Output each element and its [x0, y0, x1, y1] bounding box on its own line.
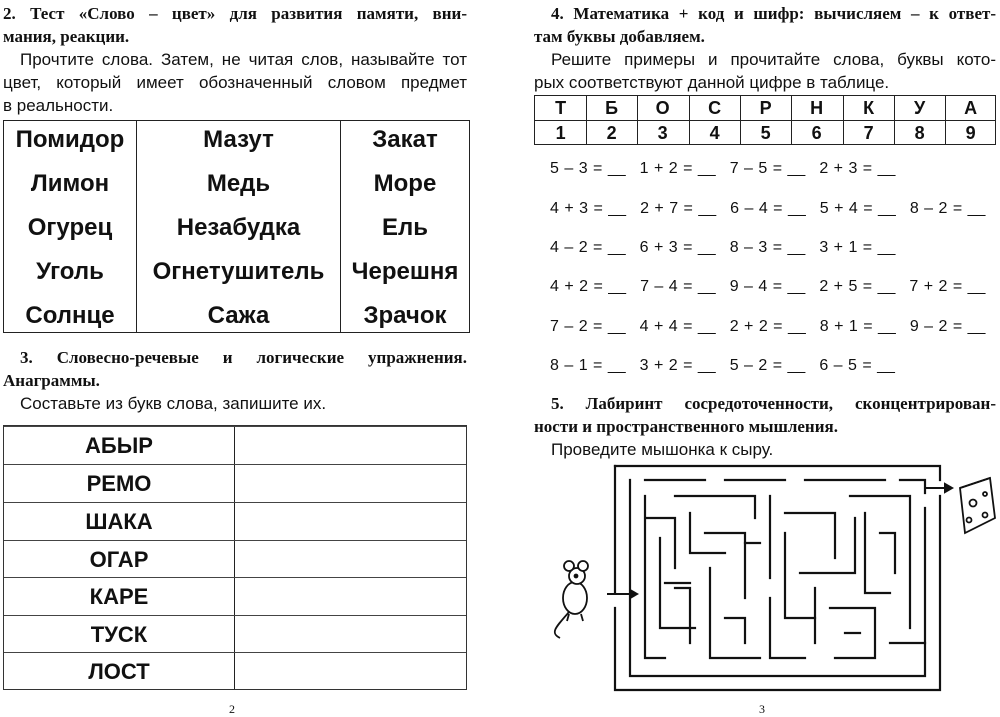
anagram-word: КАРЕ [89, 584, 149, 609]
task4-title-line2: там буквы добавляем. [534, 27, 705, 46]
equation: 5 – 3 = __ [550, 160, 626, 177]
table-row [4, 502, 466, 540]
equation: 6 + 3 = __ [639, 239, 716, 256]
letter-code-table [534, 95, 996, 145]
word-column-3 [341, 121, 469, 332]
equation: 7 – 2 = __ [550, 318, 626, 335]
code-letter: Н [810, 98, 824, 118]
equation-row [550, 278, 999, 296]
task3-title-line2: Анаграммы. [3, 371, 100, 390]
code-letter: С [708, 98, 722, 118]
equation: 4 + 3 = __ [550, 200, 627, 217]
word-color-table [3, 120, 470, 333]
equation-row [550, 239, 909, 257]
word-cell: Сажа [207, 302, 270, 329]
word-cell: Медь [206, 170, 271, 197]
task5-title-line1: 5. Лабиринт сосредоточенности, сконцентрирован- [551, 394, 996, 413]
equation: 7 + 2 = __ [909, 278, 986, 295]
task2-title-line1: 2. Тест «Слово – цвет» для развития памяти, вни- [3, 4, 467, 23]
word-cell: Незабудка [176, 214, 301, 241]
table-row [4, 426, 466, 464]
code-letter: У [914, 98, 926, 118]
table-row [4, 540, 466, 578]
code-letter: О [655, 98, 670, 118]
equation: 2 + 3 = __ [819, 160, 896, 177]
equation: 8 + 1 = __ [819, 318, 896, 335]
equation: 6 – 5 = __ [819, 357, 895, 374]
anagram-word: ЛОСТ [88, 659, 150, 684]
word-cell: Зрачок [363, 302, 447, 329]
equation-row [550, 160, 909, 178]
table-row [4, 577, 466, 615]
task2-instr-line3: в реальности. [3, 96, 114, 115]
word-cell: Закат [372, 126, 438, 153]
anagram-word: РЕМО [86, 471, 152, 496]
word-cell: Лимон [30, 170, 110, 197]
equation: 2 + 5 = __ [819, 278, 896, 295]
task4-instr-line1: Решите примеры и прочитайте слова, буквы кото- [551, 50, 996, 69]
equation: 7 – 4 = __ [640, 278, 716, 295]
equation: 9 – 4 = __ [729, 278, 806, 295]
code-digit: 5 [760, 123, 771, 143]
equation: 2 + 2 = __ [729, 318, 806, 335]
word-cell: Ель [381, 214, 428, 241]
code-digit: 7 [863, 123, 874, 143]
equation: 4 – 2 = __ [550, 239, 626, 256]
equation: 4 + 2 = __ [550, 278, 627, 295]
task2-title-line2: мания, реакции. [3, 27, 130, 46]
code-letter: А [964, 98, 978, 118]
word-cell: Море [373, 170, 437, 197]
equation-row [550, 200, 999, 218]
code-digit: 4 [709, 123, 720, 143]
code-digit: 8 [914, 123, 925, 143]
word-column-1 [4, 121, 136, 332]
equation: 5 + 4 = __ [819, 200, 896, 217]
task4-title-line1: 4. Математика + код и шифр: вычисляем – к ответ- [551, 4, 996, 23]
anagram-word: ТУСК [90, 622, 148, 647]
code-letter: Б [605, 98, 619, 118]
word-cell: Солнце [25, 302, 115, 329]
code-digit: 2 [606, 123, 617, 143]
code-digit: 3 [657, 123, 668, 143]
equation: 7 – 5 = __ [729, 160, 806, 177]
equation: 9 – 2 = __ [909, 318, 986, 335]
code-digit: 1 [555, 123, 566, 143]
code-digit: 9 [965, 123, 976, 143]
equation: 6 – 4 = __ [730, 200, 806, 217]
mouse-icon [555, 561, 588, 638]
table-row [4, 652, 466, 690]
page-number-right: 3 [759, 702, 765, 716]
task2-instr-line2: цвет, который имеет обозначенный словом предмет [3, 73, 467, 92]
equation-row [550, 318, 999, 336]
maze[interactable] [545, 458, 1000, 703]
equation: 8 – 2 = __ [909, 200, 986, 217]
equation: 3 + 1 = __ [819, 239, 896, 256]
equation: 1 + 2 = __ [639, 160, 716, 177]
task2-instr-line1: Прочтите слова. Затем, не читая слов, называйте тот [20, 50, 467, 69]
anagram-word: ШАКА [85, 509, 153, 534]
equation: 8 – 1 = __ [550, 357, 626, 374]
page-number-left: 2 [229, 702, 235, 716]
word-cell: Помидор [15, 126, 125, 153]
code-letter: Т [555, 98, 567, 118]
table-row [4, 464, 466, 502]
equation: 2 + 7 = __ [640, 200, 717, 217]
task3-title-line1: 3. Словесно-речевые и логические упражнения. [20, 348, 467, 367]
word-cell: Черешня [351, 258, 459, 285]
equation: 8 – 3 = __ [729, 239, 806, 256]
word-cell: Мазут [203, 126, 274, 153]
task3-instr: Составьте из букв слова, запишите их. [20, 394, 327, 413]
task4-instr-line2: рых соответствуют данной цифре в таблице. [534, 73, 890, 92]
code-letter: Р [759, 98, 772, 118]
cheese-icon [960, 478, 995, 533]
word-cell: Уголь [36, 258, 104, 285]
equation: 3 + 2 = __ [639, 357, 716, 374]
table-row [4, 615, 466, 653]
equation: 5 – 2 = __ [729, 357, 806, 374]
task5-title-line2: ности и пространственного мышления. [534, 417, 838, 436]
anagram-word: ОГАР [89, 547, 149, 572]
equation-row [550, 357, 909, 375]
word-cell: Огнетушитель [152, 258, 325, 285]
equation: 4 + 4 = __ [639, 318, 716, 335]
anagram-word: АБЫР [85, 433, 153, 458]
anagram-table [3, 425, 467, 690]
task5-instr: Проведите мышонка к сыру. [551, 440, 774, 459]
word-column-2 [137, 121, 340, 332]
code-digit: 6 [811, 123, 822, 143]
code-letter: К [863, 98, 875, 118]
word-cell: Огурец [27, 214, 113, 241]
